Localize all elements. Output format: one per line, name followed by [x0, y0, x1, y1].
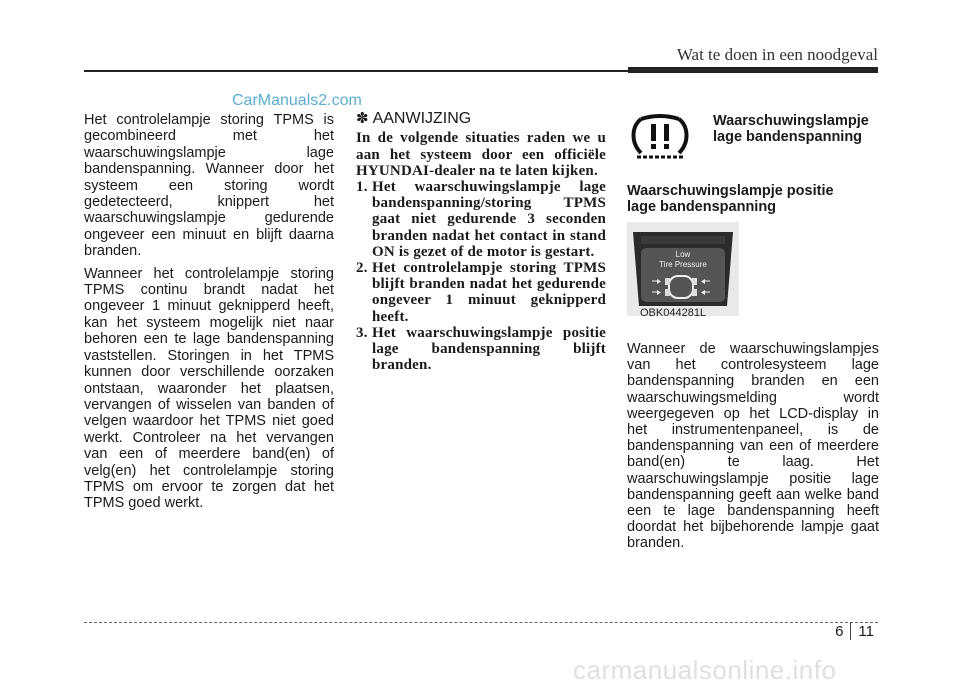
column-1	[84, 112, 334, 518]
note-item-text: Het waarschuwingslampje lage bandenspanning/storing TPMS gaat niet gedurende 3 seconden branden nadat het contact in stand ON is gezet of de motor is gestart.	[372, 179, 606, 260]
lcd-display-image	[627, 222, 739, 316]
position-warning-title-line1: Waarschuwingslampje positie	[627, 183, 834, 199]
position-warning-body: Wanneer de waarschuwingslampjes van het controlesysteem lage bandenspanning branden en een waarschuwingsmelding wordt weergegeven op het LCD-display in het instrumentenpaneel, is de bandenspanning van een of meerdere band(en) te laag. Het waarschuwingslampje positie lage bandenspanning geeft aan welke band een te lage bandenspanning heeft doordat het bijbehorende lampje gaat branden.	[627, 341, 879, 552]
page-number-value: 11	[858, 622, 874, 640]
position-warning-title	[627, 183, 877, 215]
tpms-warning-title-line1: Waarschuwingslampje	[713, 113, 869, 129]
note-intro: In de volgende situaties raden we u aan het systeem door een officiële HYUNDAI-dealer na te laten kijken.	[356, 130, 606, 179]
page-number	[835, 622, 874, 640]
note-heading-text: AANWIJZING	[372, 110, 472, 127]
page-number-separator	[850, 622, 851, 640]
position-warning-title-line2: lage bandenspanning	[627, 199, 777, 215]
lcd-text-line2: Tire Pressure	[659, 260, 707, 269]
tpms-warning-title	[713, 113, 883, 145]
chapter-number: 6	[835, 622, 844, 640]
note-item-number: 1.	[356, 179, 368, 196]
watermark-bottom[interactable]: carmanualsonline.info	[573, 655, 837, 685]
note-heading	[356, 111, 606, 127]
note-item-number: 2.	[356, 260, 368, 277]
note-item-number: 3.	[356, 324, 368, 341]
note-item-text: Het controlelampje storing TPMS blijft branden nadat het gedurende ongeveer 1 minuut geknipperd heeft.	[372, 260, 606, 325]
paragraph-2: Wanneer het controlelampje storing TPMS continu brandt nadat het ongeveer 1 minuut geknipperd heeft, kan het systeem mogelijk niet naar behoren een te lage bandenspanning vaststellen. Storingen in het TPMS kunnen door verschillende oorzaken ontstaan, waaronder het plaatsen, vervangen of wisselen van banden of velgen waardoor het TPMS niet goed werkt. Controleer na het vervangen van een of meerdere band(en) of velg(en) het controlelampje storing TPMS om ervoor te zorgen dat het TPMS goed werkt.	[84, 265, 334, 512]
header-title: Wat te doen in een noodgeval	[676, 45, 878, 64]
tpms-warning-icon	[627, 113, 693, 161]
note-item-text: Het waarschuwingslampje positie lage bandenspanning blijft branden.	[372, 324, 606, 374]
note-star-icon: ✽	[356, 110, 369, 127]
note-item	[356, 179, 606, 260]
footer-rule	[84, 622, 878, 623]
image-code: OBK044281L	[640, 307, 707, 319]
note-item	[356, 325, 606, 374]
tpms-warning-title-line2: lage bandenspanning	[713, 129, 863, 145]
header-rule-accent	[628, 67, 878, 73]
paragraph-1: Het controlelampje storing TPMS is gecombineerd met het waarschuwingslampje lage bandenspanning. Wanneer door het systeem een storing wordt gedetecteerd, knippert het waarschuwingslampje gedurende ongeveer een minuut en blijft daarna branden.	[84, 112, 334, 260]
column-2-note	[356, 111, 606, 373]
note-item	[356, 260, 606, 325]
watermark-top[interactable]: CarManuals2.com	[232, 92, 362, 109]
lcd-text-line1: Low	[675, 250, 691, 259]
